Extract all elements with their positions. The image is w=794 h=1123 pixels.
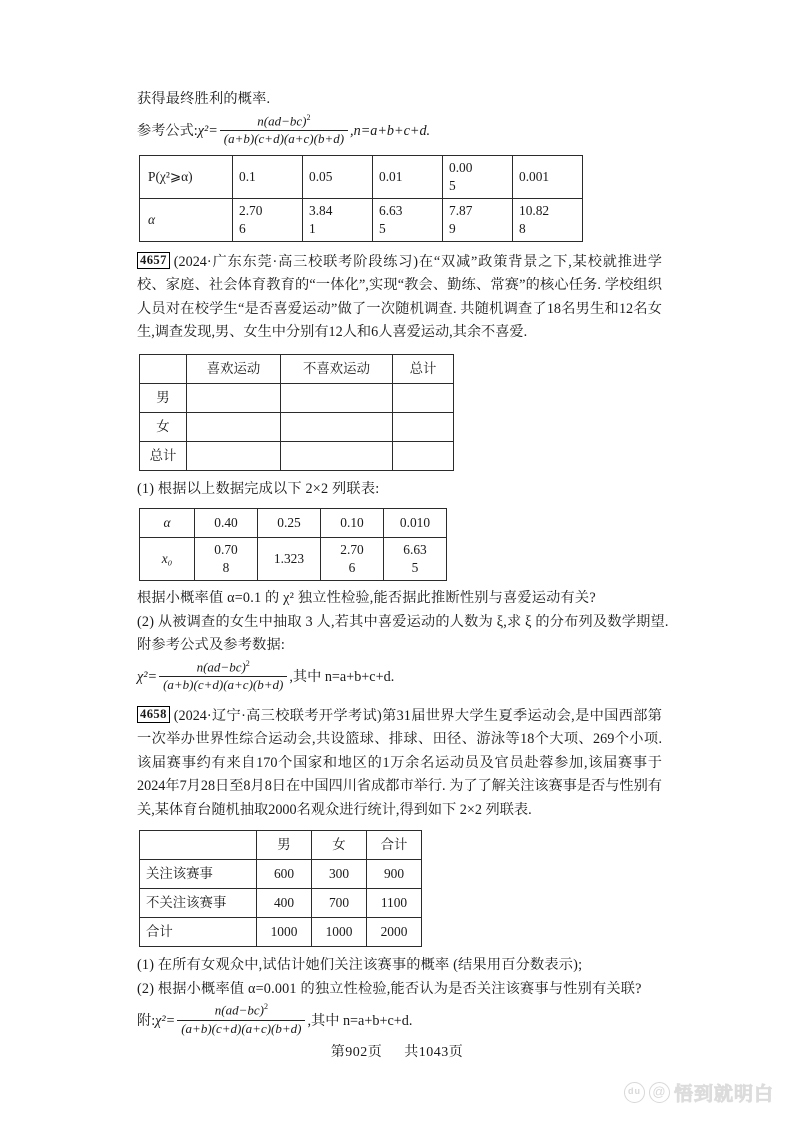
table-row [140,831,422,860]
critical-table-alpha-cell: 7.87 9 [443,198,513,241]
critical-table-p-cell: 0.001 [513,155,583,198]
question-4658-appendix-label: 附: [137,1012,156,1029]
table-row [140,198,583,241]
data-cell: 1100 [367,889,422,918]
contingency-header-dislikes: 不喜欢运动 [281,354,393,383]
question-4658-text [137,705,662,823]
alpha-table-x0-cell: 1.323 [258,538,321,581]
alpha-table-row-header-alpha: α [140,509,195,538]
question-number-badge: 4657 [137,252,170,269]
contingency-cell [393,441,454,470]
data-cell: 300 [312,860,367,889]
question-4657-formula [137,660,662,694]
contingency-cell [281,412,393,441]
data-header-male: 男 [257,831,312,860]
question-4657-appendix-label: 附参考公式及参考数据: [137,637,286,654]
formula-tail: ,其中 n=a+b+c+d. [289,668,395,685]
formula-denominator: (a+b)(c+d)(a+c)(b+d) [159,676,287,693]
data-cell: 2000 [367,918,422,947]
table-row [140,538,447,581]
alpha-table-x0-cell: 0.70 8 [195,538,258,581]
footer-total-pages: 共1043页 [404,1045,464,1060]
contingency-cell [187,412,281,441]
question-4657-source: (2024·广东东莞·高三校联考阶段练习) [173,253,419,270]
formula-lhs: χ²= [155,1012,176,1029]
critical-table-alpha-cell: 10.82 8 [513,198,583,241]
data-cell: 1000 [257,918,312,947]
table-row [140,441,454,470]
formula-numerator: $n(ad-bc)^2$ [214,1002,268,1018]
data-header-female: 女 [312,831,367,860]
alpha-table-4657 [139,508,447,581]
alpha-table-alpha-cell: 0.25 [258,509,321,538]
formula-fraction [177,1002,305,1036]
formula-tail: ,其中 n=a+b+c+d. [307,1012,413,1029]
data-table-4658 [139,830,422,947]
question-4657 [137,251,669,694]
contingency-cell [187,441,281,470]
formula-fraction [159,659,287,693]
critical-table-p-cell: 0.00 5 [443,155,513,198]
table-row [140,412,454,441]
contingency-cell [281,383,393,412]
table-row [140,509,447,538]
formula-denominator: (a+b)(c+d)(a+c)(b+d) [177,1020,305,1037]
alpha-table-alpha-cell: 0.40 [195,509,258,538]
intro-line: 获得最终胜利的概率. [137,91,271,107]
contingency-cell [281,441,393,470]
critical-table-p-cell: 0.05 [303,155,373,198]
contingency-header-total: 总计 [393,354,454,383]
contingency-cell [393,412,454,441]
formula-denominator: (a+b)(c+d)(a+c)(b+d) [220,130,348,147]
question-4658-formula [137,1003,662,1037]
formula-numerator: $n(ad-bc)^2$ [196,658,250,675]
alpha-table-x0-cell: 2.70 6 [321,538,384,581]
alpha-table-alpha-cell: 0.10 [321,509,384,538]
critical-table-row-header-alpha: α [140,198,233,241]
question-4657-part1-question: 根据小概率值 α=0.1 的 χ² 独立性检验,能否据此推断性别与喜爱运动有关? [137,590,596,607]
table-row [140,383,454,412]
formula-numerator: $n(ad-bc)^2$ [257,112,311,128]
formula-lhs: χ²= [197,122,218,139]
question-4657-body: 在“双减”政策背景之下,某校就推进学校、家庭、社会体育教育的“一体化”,实现“教会、勤练、常赛”的核心任务. 学校组织人员对在校学生“是否喜爱运动”做了一次随机调查. 共随机调查了18名男生和12名女生,调查发现,男、女生中分别有12人和6人喜爱运动,其余不喜爱. [137,253,662,341]
question-4658-part2: (2) 根据小概率值 α=0.001 的独立性检验,能否认为是否关注该赛事与性别有关联? [137,980,642,997]
alpha-table-alpha-cell: 0.010 [384,509,447,538]
contingency-cell [393,383,454,412]
data-cell: 900 [367,860,422,889]
critical-table-row-header-p: P(χ²⩾α) [140,155,233,198]
contingency-cell [187,383,281,412]
formula-fraction [220,113,348,147]
reference-formula [137,114,662,148]
contingency-header-likes: 喜欢运动 [187,354,281,383]
data-row-label-total: 合计 [140,918,257,947]
question-4657-text [137,251,662,345]
data-cell: 1000 [312,918,367,947]
watermark [624,1079,774,1106]
data-cell: 600 [257,860,312,889]
alpha-table-x0-cell: 6.63 5 [384,538,447,581]
critical-table-alpha-cell: 6.63 5 [373,198,443,241]
data-header-blank [140,831,257,860]
critical-table-alpha-cell: 2.70 6 [233,198,303,241]
critical-table-p-cell: 0.1 [233,155,303,198]
table-row [140,918,422,947]
question-number-badge: 4658 [137,706,170,723]
question-4657-part1: (1) 根据以上数据完成以下 2×2 列联表: [137,480,380,497]
table-row [140,860,422,889]
critical-table-p-cell: 0.01 [373,155,443,198]
formula-tail: ,n=a+b+c+d. [350,122,431,139]
question-4658-part1: (1) 在所有女观众中,试估计她们关注该赛事的概率 (结果用百分数表示); [137,957,583,974]
data-cell: 700 [312,889,367,918]
baidu-paw-icon: du [624,1082,645,1103]
critical-table-alpha-cell: 3.84 1 [303,198,373,241]
reference-formula-label: 参考公式: [137,122,198,139]
alpha-table-row-header-x0: x₀ [140,538,195,581]
page-footer [0,1041,794,1061]
footer-current-page: 第902页 [330,1045,383,1060]
contingency-row-label-total: 总计 [140,441,187,470]
table-row [140,889,422,918]
question-4658-source: (2024·辽宁·高三校联考开学考试) [173,707,382,724]
question-4657-part2: (2) 从被调查的女生中抽取 3 人,若其中喜爱运动的人数为 ξ,求 ξ 的分布列及数学期望. [137,613,669,630]
table-row [140,155,583,198]
contingency-header-blank [140,354,187,383]
question-4658 [137,705,662,1038]
data-cell: 400 [257,889,312,918]
contingency-table-4657 [139,354,454,471]
document-content [137,88,669,1038]
formula-lhs: χ²= [137,668,158,685]
question-4658-body: 第31届世界大学生夏季运动会,是中国西部第一次举办世界性综合运动会,共设篮球、排球、田径、游泳等18个大项、269个小项. 该届赛事约有来自170个国家和地区的1万余名运动员及官员赴蓉参加,该届赛事于2024年7月28日至8月8日在中国四川省成都市举行. 为了了解关注该赛事是否与性别有关,某体育台随机抽取2000名观众进行统计,得到如下 2×2 列联表. [137,707,662,818]
data-header-total: 合计 [367,831,422,860]
data-row-label-follows: 关注该赛事 [140,860,257,889]
critical-value-table [139,155,583,242]
contingency-row-label-male: 男 [140,383,187,412]
contingency-row-label-female: 女 [140,412,187,441]
data-row-label-not-follows: 不关注该赛事 [140,889,257,918]
watermark-text: 悟到就明白 [674,1084,775,1105]
table-row [140,354,454,383]
at-icon: @ [649,1082,670,1103]
